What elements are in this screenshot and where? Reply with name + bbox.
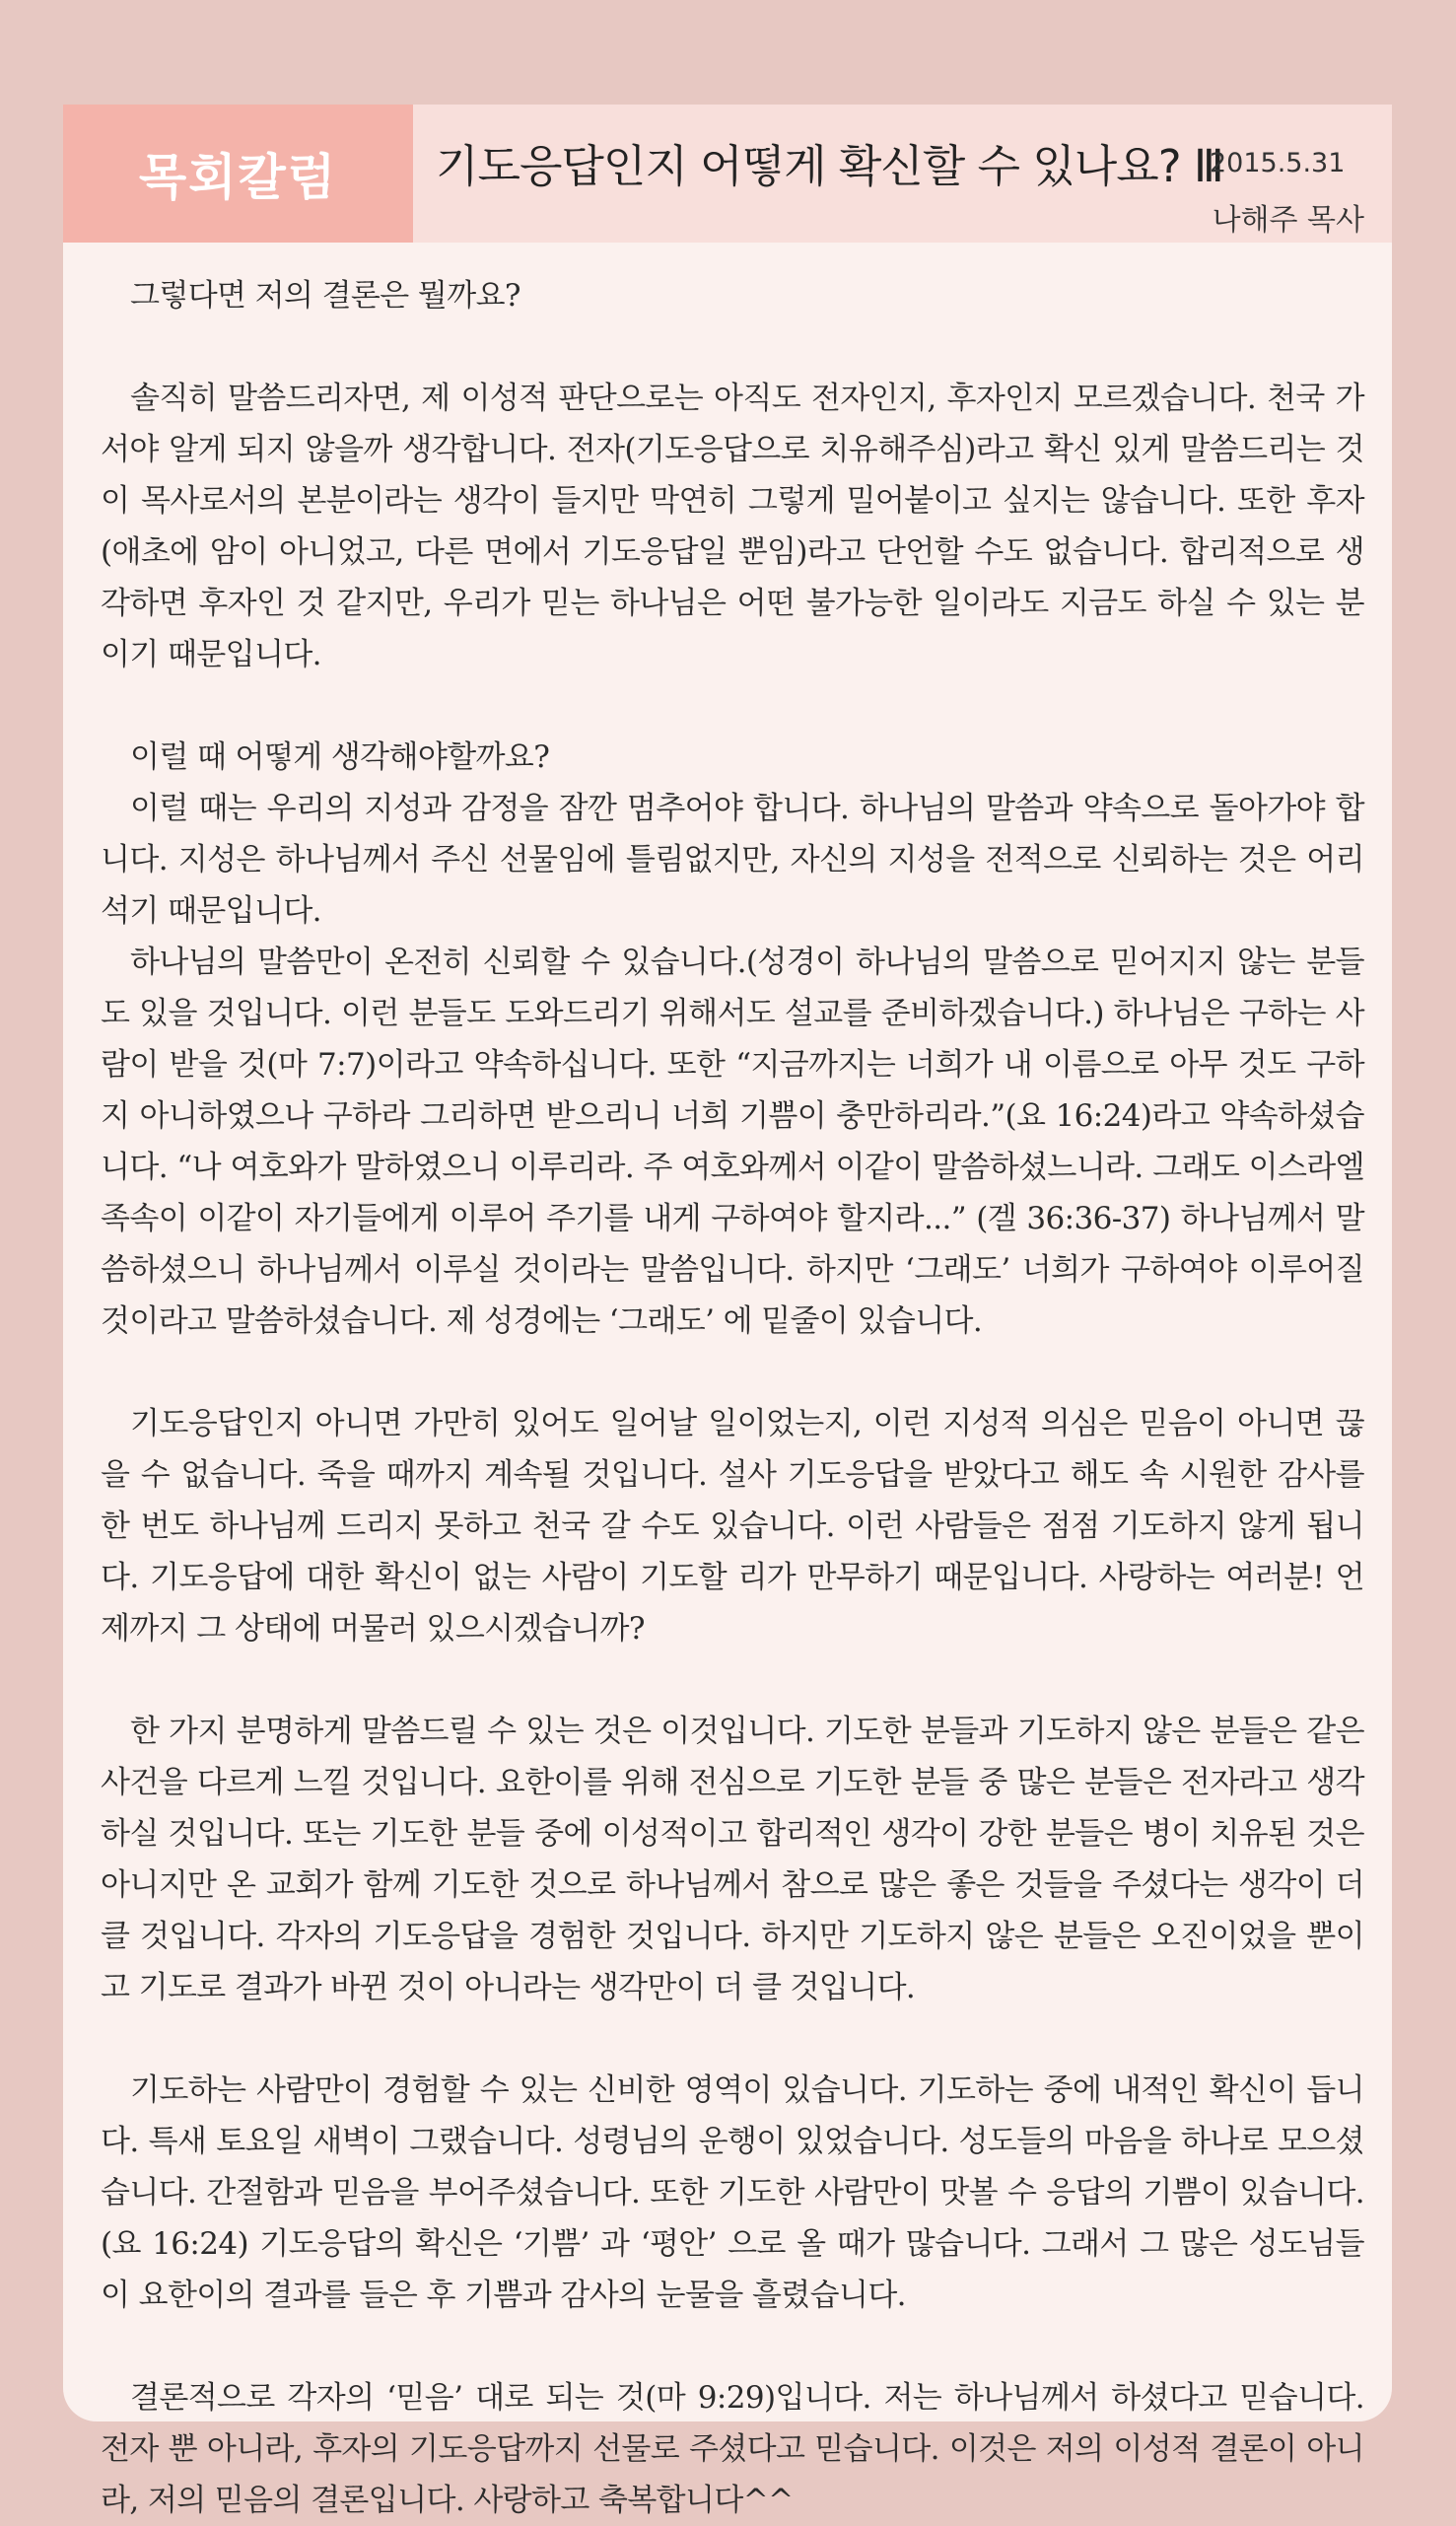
column-author: 나해주 목사 bbox=[1212, 203, 1364, 238]
column-date: 2015.5.31 bbox=[1210, 148, 1346, 178]
column-body bbox=[101, 270, 1364, 2526]
paragraph: 솔직히 말씀드리자면, 제 이성적 판단으로는 아직도 전자인지, 후자인지 모르겠습니다. 천국 가서야 알게 되지 않을까 생각합니다. 전자(기도응답으로 치유해주심)라고 확신 있게 말씀드리는 것이 목사로서의 본분이라는 생각이 들지만 막연히 그렇게 밀어붙이고 싶지는 않습니다. 또한 후자(애초에 암이 아니었고, 다른 면에서 기도응답일 뿐임)라고 단언할 수도 없습니다. 합리적으로 생각하면 후자인 것 같지만, 우리가 믿는 하나님은 어떤 불가능한 일이라도 지금도 하실 수 있는 분이기 때문입니다. bbox=[101, 381, 1364, 672]
column-card bbox=[63, 105, 1392, 2518]
paragraph-gap bbox=[101, 1347, 1364, 1398]
paragraph: 한 가지 분명하게 말씀드릴 수 있는 것은 이것입니다. 기도한 분들과 기도하지 않은 분들은 같은 사건을 다르게 느낄 것입니다. 요한이를 위해 전심으로 기도한 분들 중 많은 분들은 전자라고 생각하실 것입니다. 또는 기도한 분들 중에 이성적이고 합리적인 생각이 강한 분들은 병이 치유된 것은 아니지만 온 교회가 함께 기도한 것으로 하나님께서 참으로 많은 좋은 것들을 주셨다는 생각이 더 클 것입니다. 각자의 기도응답을 경험한 것입니다. 하지만 기도하지 않은 분들은 오진이었을 뿐이고 기도로 결과가 바뀐 것이 아니라는 생각만이 더 클 것입니다. bbox=[101, 1714, 1364, 2005]
paragraph-gap bbox=[101, 680, 1364, 732]
paragraph-gap bbox=[101, 321, 1364, 373]
paragraph: 이럴 때는 우리의 지성과 감정을 잠깐 멈추어야 합니다. 하나님의 말씀과 약속으로 돌아가야 합니다. 지성은 하나님께서 주신 선물임에 틀림없지만, 자신의 지성을 전적으로 신뢰하는 것은 어리석기 때문입니다. bbox=[101, 791, 1364, 929]
paragraph-gap bbox=[101, 1654, 1364, 1706]
column-title: 기도응답인지 어떻게 확신할 수 있나요? Ⅲ bbox=[436, 140, 1223, 192]
column-header bbox=[63, 105, 1392, 243]
column-tag-label: 목회칼럼 bbox=[138, 149, 338, 206]
paragraph: 그렇다면 저의 결론은 뭘까요? bbox=[130, 278, 520, 314]
paragraph-gap bbox=[101, 2321, 1364, 2372]
paragraph: 이럴 때 어떻게 생각해야할까요? bbox=[130, 739, 550, 775]
paragraph: 기도하는 사람만이 경험할 수 있는 신비한 영역이 있습니다. 기도하는 중에 내적인 확신이 듭니다. 특새 토요일 새벽이 그랬습니다. 성령님의 운행이 있었습니다. 성도들의 마음을 하나로 모으셨습니다. 간절함과 믿음을 부어주셨습니다. 또한 기도한 사람만이 맛볼 수 응답의 기쁨이 있습니다.(요 16:24) 기도응답의 확신은 ‘기쁨’ 과 ‘평안’ 으로 올 때가 많습니다. 그래서 그 많은 성도님들이 요한이의 결과를 들은 후 기쁨과 감사의 눈물을 흘렸습니다. bbox=[101, 2072, 1364, 2313]
paragraph: 기도응답인지 아니면 가만히 있어도 일어날 일이었는지, 이런 지성적 의심은 믿음이 아니면 끊을 수 없습니다. 죽을 때까지 계속될 것입니다. 설사 기도응답을 받았다고 해도 속 시원한 감사를 한 번도 하나님께 드리지 못하고 천국 갈 수도 있습니다. 이런 사람들은 점점 기도하지 않게 됩니다. 기도응답에 대한 확신이 없는 사람이 기도할 리가 만무하기 때문입니다. 사랑하는 여러분! 언제까지 그 상태에 머물러 있으시겠습니까? bbox=[101, 1406, 1364, 1647]
paragraph: 하나님의 말씀만이 온전히 신뢰할 수 있습니다.(성경이 하나님의 말씀으로 믿어지지 않는 분들도 있을 것입니다. 이런 분들도 도와드리기 위해서도 설교를 준비하겠습니다.) 하나님은 구하는 사람이 받을 것(마 7:7)이라고 약속하십니다. 또한 “지금까지는 너희가 내 이름으로 아무 것도 구하지 아니하였으나 구하라 그리하면 받으리니 너희 기쁨이 충만하리라.”(요 16:24)라고 약속하셨습니다. “나 여호와가 말하였으니 이루리라. 주 여호와께서 이같이 말씀하셨느니라. 그래도 이스라엘 족속이 이같이 자기들에게 이루어 주기를 내게 구하여야 할지라...” (겔 36:36-37) 하나님께서 말씀하셨으니 하나님께서 이루실 것이라는 말씀입니다. 하지만 ‘그래도’ 너희가 구하여야 이루어질 것이라고 말씀하셨습니다. 제 성경에는 ‘그래도’ 에 밑줄이 있습니다. bbox=[101, 945, 1364, 1339]
paragraph: 결론적으로 각자의 ‘믿음’ 대로 되는 것(마 9:29)입니다. 저는 하나님께서 하셨다고 믿습니다. 전자 뿐 아니라, 후자의 기도응답까지 선물로 주셨다고 믿습니다. 이것은 저의 이성적 결론이 아니라, 저의 믿음의 결론입니다. 사랑하고 축복합니다^^ bbox=[101, 2380, 1364, 2518]
column-tag bbox=[63, 105, 413, 243]
paragraph-gap bbox=[101, 2013, 1364, 2065]
